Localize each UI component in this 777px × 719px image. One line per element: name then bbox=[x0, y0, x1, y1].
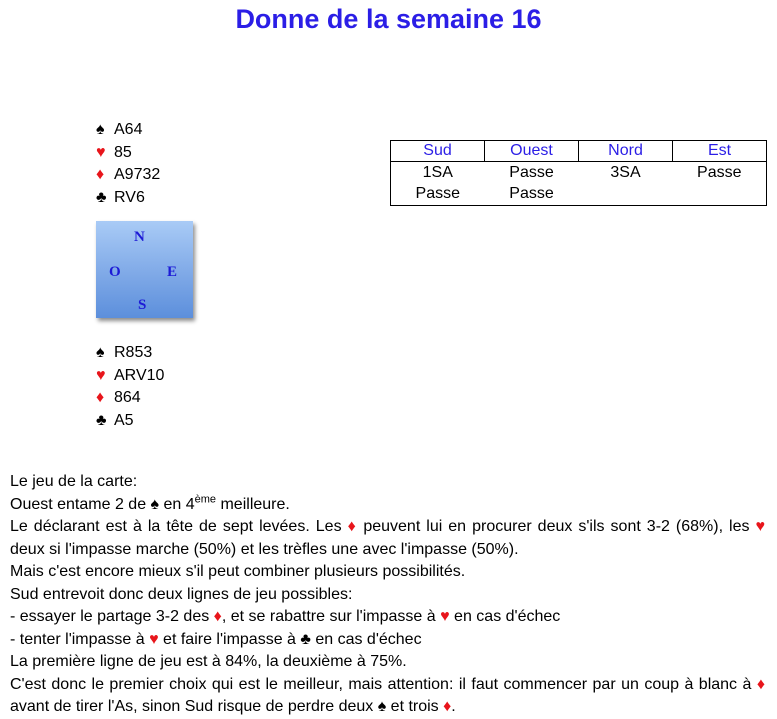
page-title: Donne de la semaine 16 bbox=[235, 4, 542, 34]
bidding-header-nord: Nord bbox=[579, 141, 673, 162]
bid-cell: Passe bbox=[509, 184, 554, 202]
south-diamonds-cards: 864 bbox=[114, 389, 141, 406]
south-clubs bbox=[96, 410, 164, 433]
heart-icon: ♥ bbox=[96, 143, 106, 161]
spade-icon: ♠ bbox=[96, 121, 105, 138]
south-spades bbox=[96, 342, 164, 365]
bid-cell: Passe bbox=[697, 163, 742, 181]
compass-west: O bbox=[109, 264, 121, 280]
commentary-line: Le jeu de la carte: bbox=[10, 473, 138, 490]
heart-icon: ♥ bbox=[96, 366, 106, 384]
diamond-icon: ♦ bbox=[96, 166, 105, 183]
heart-icon: ♥ bbox=[149, 630, 159, 648]
bid-cell: 3SA bbox=[610, 163, 641, 181]
north-clubs bbox=[96, 187, 160, 210]
club-icon: ♣ bbox=[96, 411, 107, 429]
diamond-icon: ♦ bbox=[96, 389, 105, 406]
club-icon: ♣ bbox=[96, 188, 107, 206]
compass-north: N bbox=[134, 229, 145, 245]
diamond-icon: ♦ bbox=[756, 675, 765, 693]
commentary-line: Mais c'est encore mieux s'il peut combiner plusieurs possibilités. bbox=[10, 563, 466, 580]
diamond-icon: ♦ bbox=[443, 698, 452, 715]
spade-icon: ♠ bbox=[150, 495, 160, 513]
compass-box bbox=[96, 221, 193, 318]
spade-icon: ♠ bbox=[377, 698, 387, 715]
bid-cell: 1SA bbox=[422, 163, 453, 181]
bidding-header-row bbox=[391, 141, 767, 162]
north-diamonds-cards: A9732 bbox=[114, 166, 161, 183]
north-hearts bbox=[96, 142, 160, 165]
bid-cell: Passe bbox=[509, 163, 554, 181]
north-spades-cards: A64 bbox=[114, 121, 143, 138]
commentary-line: - tenter l'impasse à ♥ et faire l'impasse à ♣ en cas d'échec bbox=[10, 630, 422, 648]
north-hand bbox=[96, 119, 160, 209]
south-diamonds bbox=[96, 387, 164, 410]
bidding-header-sud: Sud bbox=[391, 141, 485, 162]
commentary-line: - essayer le partage 3-2 des ♦, et se rabattre sur l'impasse à ♥ en cas d'échec bbox=[10, 608, 561, 625]
south-hearts bbox=[96, 365, 164, 388]
commentary-line: Sud entrevoit donc deux lignes de jeu possibles: bbox=[10, 585, 353, 603]
north-hearts-cards: 85 bbox=[114, 143, 132, 161]
commentary-paragraph: C'est donc le premier choix qui est le meilleur, mais attention: il faut commencer par un coup à blanc à ♦ avant de tirer l'As, sinon Sud risque de perdre deux ♠ et trois ♦. bbox=[10, 675, 765, 715]
bidding-header-ouest: Ouest bbox=[485, 141, 579, 162]
south-hearts-cards: ARV10 bbox=[114, 366, 165, 384]
north-clubs-cards: RV6 bbox=[114, 188, 145, 206]
commentary bbox=[10, 471, 765, 719]
bidding-header-est: Est bbox=[673, 141, 767, 162]
club-icon: ♣ bbox=[300, 630, 311, 648]
diamond-icon: ♦ bbox=[347, 518, 358, 535]
south-spades-cards: R853 bbox=[114, 344, 153, 361]
bidding-table bbox=[390, 140, 767, 206]
south-hand bbox=[96, 342, 164, 432]
bidding-row bbox=[391, 162, 767, 184]
heart-icon: ♥ bbox=[755, 518, 766, 535]
north-spades bbox=[96, 119, 160, 142]
bid-cell: Passe bbox=[415, 184, 460, 202]
north-diamonds bbox=[96, 164, 160, 187]
commentary-paragraph: Le déclarant est à la tête de sept levées. Les ♦ peuvent lui en procurer deux s'ils sont 3-2 (68%), les ♥ deux si l'impasse marche (50%) et les trèfles une avec l'impasse (50%). bbox=[10, 518, 766, 558]
diamond-icon: ♦ bbox=[213, 608, 222, 625]
spade-icon: ♠ bbox=[96, 344, 105, 361]
bid-cell bbox=[673, 183, 767, 206]
heart-icon: ♥ bbox=[440, 608, 450, 625]
commentary-line: La première ligne de jeu est à 84%, la deuxième à 75%. bbox=[10, 653, 407, 670]
bidding-row bbox=[391, 183, 767, 206]
compass-east: E bbox=[167, 264, 178, 280]
commentary-line: Ouest entame 2 de ♠ en 4ème meilleure. bbox=[10, 493, 290, 513]
south-clubs-cards: A5 bbox=[114, 411, 134, 429]
bid-cell bbox=[579, 183, 673, 206]
compass-south: S bbox=[138, 297, 147, 313]
